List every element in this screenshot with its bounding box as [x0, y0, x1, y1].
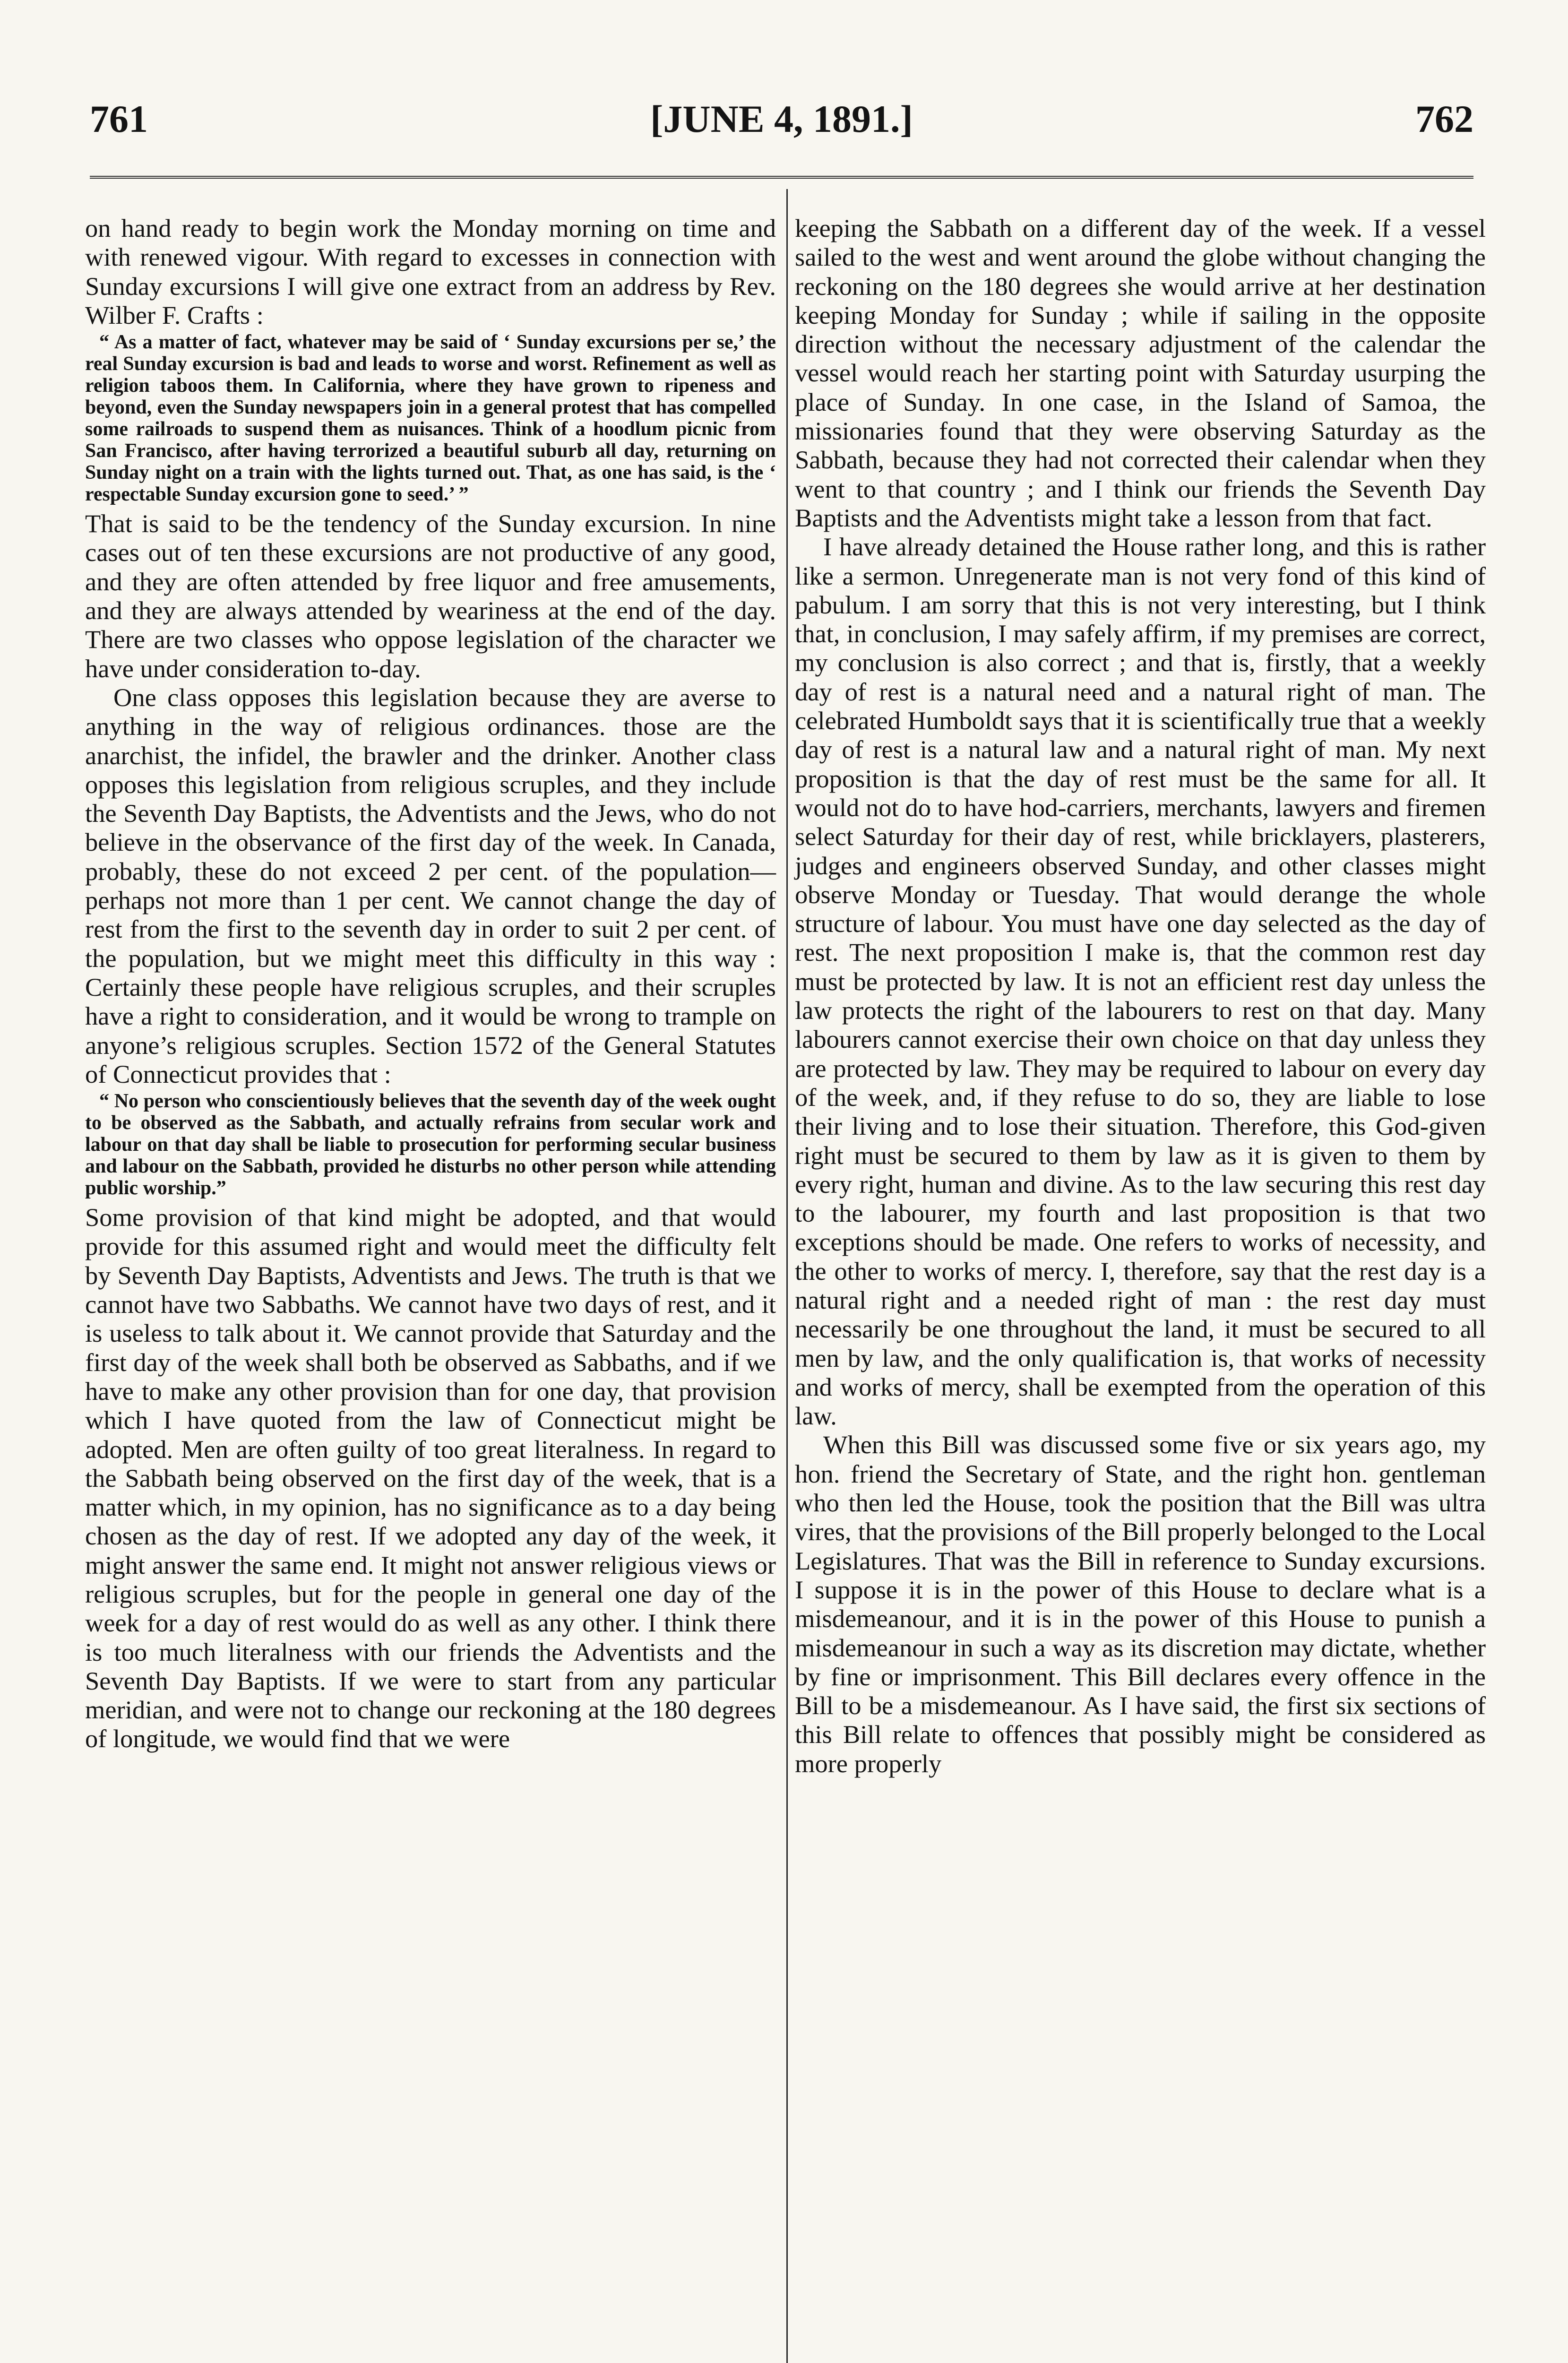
header-rule	[90, 176, 1473, 179]
right-paragraph-2: I have already detained the House rather long, and this is rather like a sermon. Unregenerate man is not very fond of this kind of pabulum. I am sorry that this is not very interesting, but I think that, in conclusion, I may safely affirm, if my premises are correct, my conclusion is also correct ; and that is, firstly, that a weekly day of rest is a natural need and a natural right of man. The celebrated Humboldt says that it is scientifically true that a weekly day of rest is a natural law and a natural right of man. My next proposition is that the day of rest must be the same for all. It would not do to have hod-carriers, merchants, lawyers and firemen select Saturday for their day of rest, while bricklayers, plasterers, judges and engineers observed Sunday, and other classes might observe Monday or Tuesday. That would derange the whole structure of labour. You must have one day selected as the day of rest. The next proposition I make is, that the common rest day must be protected by law. It is not an efficient rest day unless the law protects the right of the labourers to rest on that day. Many labourers cannot exercise their own choice on that day unless they are protected by law. They may be required to labour on every day of the week, and, if they refuse to do so, they are liable to lose their living and to lose their situation. Therefore, this God-given right must be secured to them by law as it is given to them by every right, human and divine. As to the law securing this rest day to the labourer, my fourth and last proposition is that two exceptions should be made. One refers to works of necessity, and the other to works of mercy. I, therefore, say that the rest day is a natural right and a needed right of man : the rest day must necessarily be one throughout the land, it must be secured to all men by law, and the only qualification is, that works of necessity and works of mercy, shall be exempted from the operation of this law.	[795, 532, 1486, 1431]
right-column	[795, 214, 1486, 1778]
page-number-left: 761	[90, 97, 148, 140]
column-divider	[786, 189, 788, 2363]
right-paragraph-3: When this Bill was discussed some five or six years ago, my hon. friend the Secretary of State, and the right hon. gentleman who then led the House, took the position that the Bill was ultra vires, that the provisions of the Bill properly belonged to the Local Legislatures. That was the Bill in reference to Sunday excursions. I suppose it is in the power of this House to declare what is a misdemeanour, and it is in the power of this House to punish a misdemeanour in such a way as its discretion may dictate, whether by fine or imprisonment. This Bill declares every offence in the Bill to be a misdemeanour. As I have said, the first six sections of this Bill relate to offences that possibly might be considered as more properly	[795, 1430, 1486, 1778]
crafts-quote: “ As a matter of fact, whatever may be said of ‘ Sunday excursions per se,’ the real Sunday excursion is bad and leads to worse and worst. Refinement as well as religion taboos them. In California, where they have grown to ripeness and beyond, even the Sunday newspapers join in a general protest that has compelled some railroads to suspend them as nuisances. Think of a hoodlum picnic from San Francisco, after having terrorized a beautiful suburb all day, returning on Sunday night on a train with the lights turned out. That, as one has said, is the ‘ respectable Sunday excursion gone to seed.’ ”	[85, 331, 776, 506]
left-paragraph-1: on hand ready to begin work the Monday morning on time and with renewed vigour. With regard to excesses in connection with Sunday excursions I will give one extract from an address by Rev. Wilber F. Crafts :	[85, 214, 776, 329]
left-column	[85, 214, 776, 1753]
page-header	[90, 97, 1473, 149]
left-paragraph-2: That is said to be the tendency of the Sunday excursion. In nine cases out of ten these excursions are not productive of any good, and they are often attended by free liquor and free amusements, and they are always attended by weariness at the end of the day. There are two classes who oppose legislation of the character we have under consideration to-day.	[85, 509, 776, 683]
left-paragraph-4: Some provision of that kind might be adopted, and that would provide for this assumed right and would meet the difficulty felt by Seventh Day Baptists, Adventists and Jews. The truth is that we cannot have two Sabbaths. We cannot have two days of rest, and it is useless to talk about it. We cannot provide that Saturday and the first day of the week shall both be observed as Sabbaths, and if we have to make any other provision than for one day, that provision which I have quoted from the law of Connecticut might be adopted. Men are often guilty of too great literalness. In regard to the Sabbath being observed on the first day of the week, that is a matter which, in my opinion, has no significance as to a day being chosen as the day of rest. If we adopted any day of the week, it might answer the same end. It might not answer religious views or religious scruples, but for the people in general one day of the week for a day of rest would do as well as any other. I think there is too much literalness with our friends the Adventists and the Seventh Day Baptists. If we were to start from any particular meridian, and were not to change our reckoning at the 180 degrees of longitude, we would find that we were	[85, 1203, 776, 1753]
connecticut-statute-quote: “ No person who conscientiously believes that the seventh day of the week ought to be observed as the Sabbath, and actually refrains from secular work and labour on that day shall be liable to prosecution for performing secular business and labour on the Sabbath, provided he disturbs no other person while attending public worship.”	[85, 1090, 776, 1199]
right-paragraph-1: keeping the Sabbath on a different day of the week. If a vessel sailed to the west and went around the globe without changing the reckoning on the 180 degrees she would arrive at her destination keeping Monday for Sunday ; while if sailing in the opposite direction without the necessary adjustment of the calendar the vessel would reach her starting point with Saturday usurping the place of Sunday. In one case, in the Island of Samoa, the missionaries found that they were observing Saturday as the Sabbath, because they had not corrected their calendar when they went to that country ; and I think our friends the Seventh Day Baptists and the Adventists might take a lesson from that fact.	[795, 214, 1486, 532]
left-paragraph-3: One class opposes this legislation because they are averse to anything in the way of religious ordinances. those are the anarchist, the infidel, the brawler and the drinker. Another class opposes this legislation from religious scruples, and they include the Seventh Day Baptists, the Adventists and the Jews, who do not believe in the observance of the first day of the week. In Canada, probably, these do not exceed 2 per cent. of the population—perhaps not more than 1 per cent. We cannot change the day of rest from the first to the seventh day in order to suit 2 per cent. of the population, but we might meet this difficulty in this way : Certainly these people have religious scruples, and their scruples have a right to consideration, and it would be wrong to trample on anyone’s religious scruples. Section 1572 of the General Statutes of Connecticut provides that :	[85, 682, 776, 1088]
header-date: [JUNE 4, 1891.]	[650, 97, 913, 140]
page-number-right: 762	[1415, 97, 1473, 140]
